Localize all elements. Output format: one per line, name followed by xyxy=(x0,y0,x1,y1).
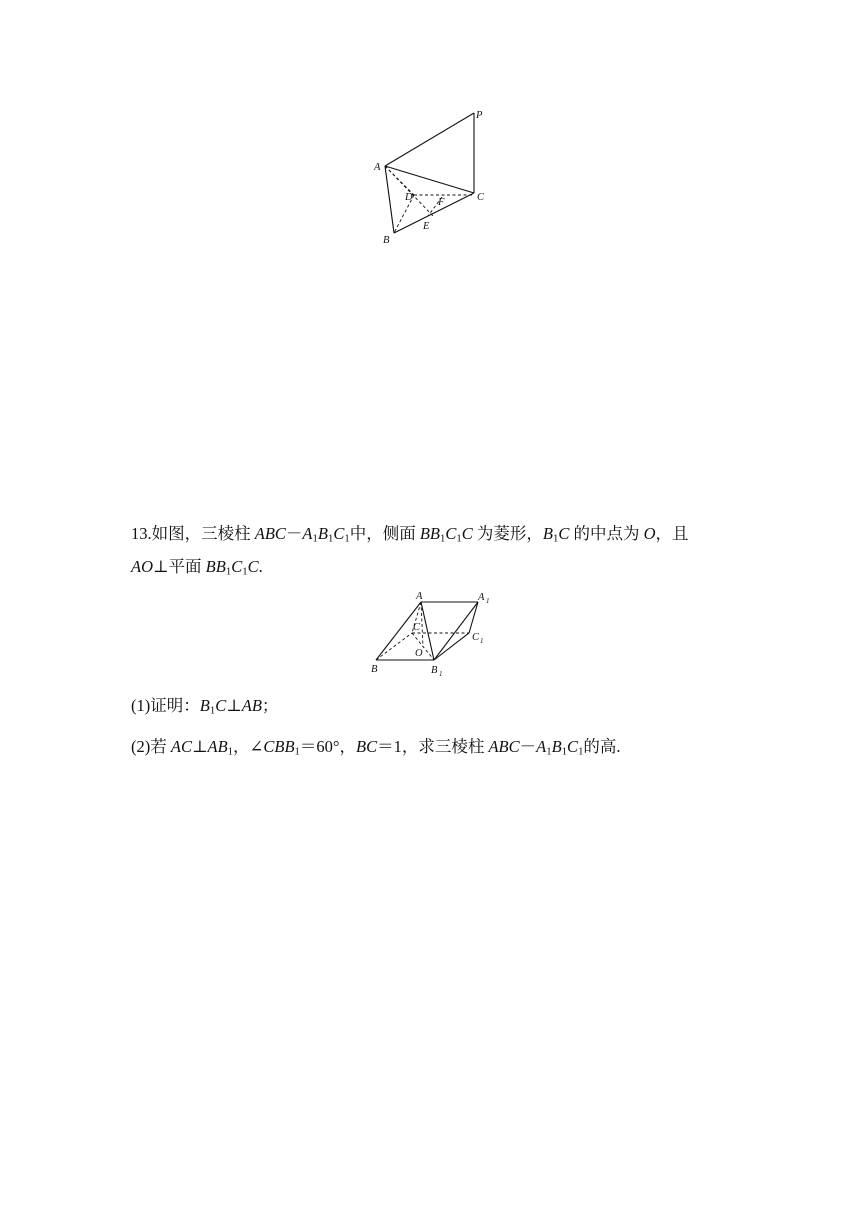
edge-A1B1 xyxy=(434,602,478,660)
label-C: C xyxy=(413,622,421,633)
label-B1-sub: 1 xyxy=(439,670,443,678)
label-A: A xyxy=(374,162,381,173)
figure-prism xyxy=(366,588,498,678)
edge-AB xyxy=(385,166,394,233)
label-F: F xyxy=(438,197,445,208)
part-1: (1)证明：$B_1C\perp AB$； xyxy=(131,696,279,717)
figure-pyramid xyxy=(368,104,498,246)
label-P: P xyxy=(476,110,483,121)
part-2: (2)若 $AC\perp AB_1$，$\angle CBB_1=60^\circ$，BC＝1，求三棱柱 $ABC-A_1B_1C_1$的高. xyxy=(131,736,621,758)
problem-13 xyxy=(131,520,741,585)
problem-13-parts xyxy=(131,688,741,769)
label-C1: C xyxy=(472,632,480,643)
edge-AB1 xyxy=(421,602,434,660)
label-A1-sub: 1 xyxy=(486,597,490,605)
label-B1: B xyxy=(431,665,438,676)
problem-13-line-2: AO⊥平面 $BB_1C_1C$. xyxy=(131,556,263,578)
label-C1-sub: 1 xyxy=(480,637,484,645)
edge-AP xyxy=(385,113,474,166)
label-D: D xyxy=(405,192,413,203)
label-E: E xyxy=(423,221,430,232)
label-A1: A xyxy=(478,592,485,603)
label-C: C xyxy=(477,192,485,203)
label-O: O xyxy=(415,648,423,659)
problem-number: 13. xyxy=(131,524,152,543)
label-A: A xyxy=(416,591,423,602)
edge-A1C1 xyxy=(469,602,478,633)
label-B: B xyxy=(371,664,378,675)
label-B: B xyxy=(383,235,390,246)
problem-13-line-1: 13.如图，三棱柱 $ABC-A_1B_1C_1$中，侧面 $BB_1C_1C$ 为菱形，$B_1C$ 的中点为 O，且 xyxy=(131,524,689,545)
